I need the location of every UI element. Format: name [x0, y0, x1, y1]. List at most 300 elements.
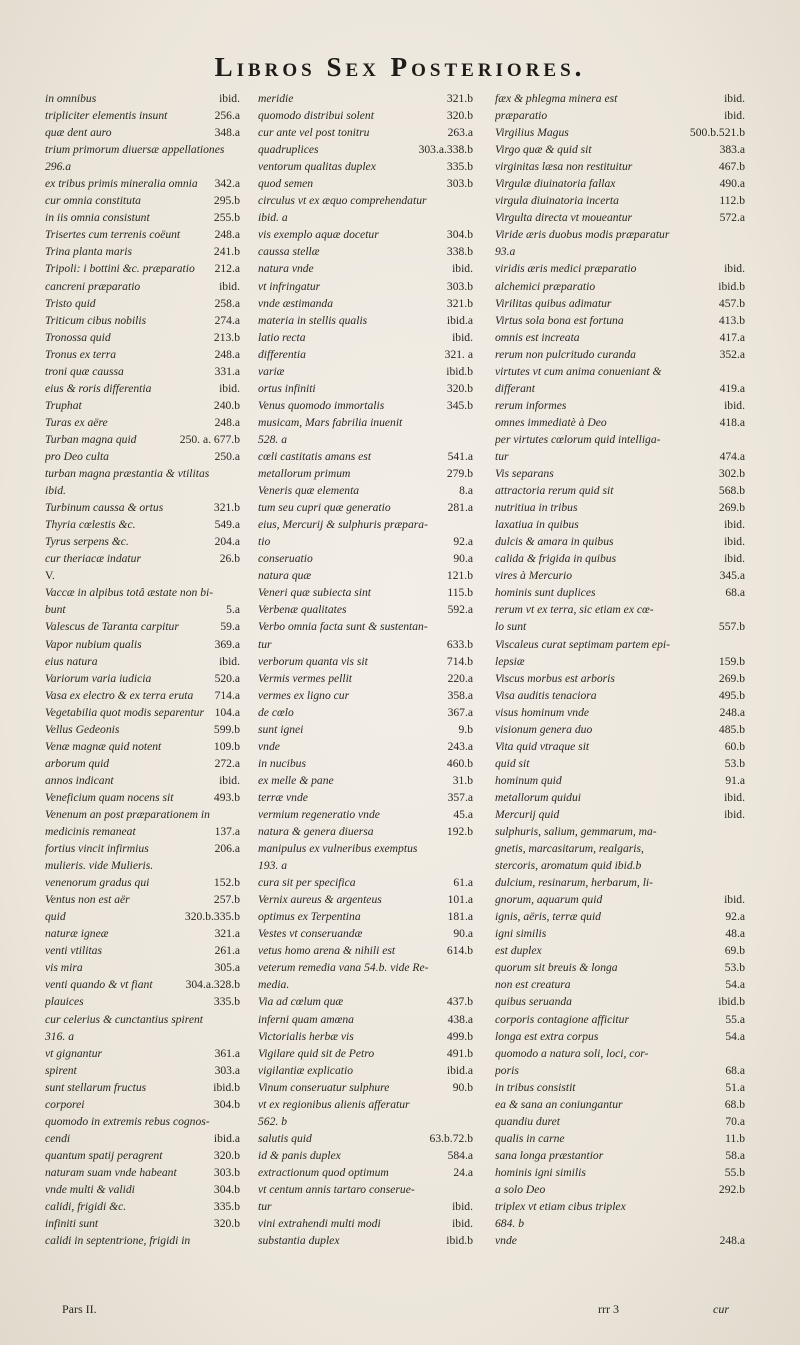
signature-number: rrr 3: [598, 1302, 619, 1316]
index-entry-term: dulcis & amara in quibus: [495, 535, 614, 549]
index-entry-term: Venæ magnæ quid notent: [45, 739, 162, 753]
index-entry-term: sana longa præstantior: [495, 1148, 604, 1162]
index-entry: [258, 329, 473, 346]
index-entry-term: laxatiua in quibus: [495, 518, 579, 532]
index-entry-term: virginitas læsa non restituitur: [495, 160, 633, 174]
index-entry-ref: ibid.: [219, 773, 240, 787]
index-entry-term: sunt stellarum fructus: [45, 1080, 147, 1094]
index-entry: [258, 653, 473, 670]
index-entry: [45, 1062, 240, 1079]
index-entry-term: tur: [258, 637, 272, 651]
index-entry-ref: 258.a: [214, 296, 240, 310]
index-entry-term: fortius vincit infirmius: [45, 842, 149, 856]
index-entry: [45, 636, 240, 653]
index-entry-term: Truphat: [45, 398, 82, 412]
index-entry: [258, 1079, 473, 1096]
index-column-1: [45, 90, 240, 1249]
index-entry-term: circulus vt ex æquo comprehendatur: [258, 194, 427, 208]
index-entry: [45, 124, 240, 141]
index-entry-ref: 250. a. 677.b: [179, 432, 240, 446]
index-entry: [495, 1011, 745, 1028]
index-entry-term: vnde æstimanda: [258, 296, 334, 310]
index-entry: [495, 295, 745, 312]
index-entry-term: 193. a: [258, 859, 287, 873]
index-entry-ref: 255.b: [213, 211, 240, 225]
index-entry-term: virtutes vt cum anima conueniant &: [495, 364, 662, 378]
index-entry-ref: 568.b: [718, 484, 745, 498]
index-entry-term: trium primorum diuersæ appellationes: [45, 143, 225, 157]
index-entry: [495, 260, 745, 277]
index-entry-term: Valescus de Taranta carpitur: [45, 620, 179, 634]
index-entry: [495, 755, 745, 772]
index-entry-term: vini extrahendi multi modi: [258, 1217, 381, 1231]
index-entry-ref: 9.b: [458, 722, 473, 736]
index-entry-ref: 115.b: [447, 586, 473, 600]
index-entry-term: meridie: [258, 92, 294, 105]
index-entry-term: tur: [258, 1200, 272, 1214]
index-entry-ref: ibid.: [219, 381, 240, 395]
index-entry: [258, 448, 473, 465]
index-entry-term: quid sit: [495, 756, 530, 770]
index-entry-term: conseruatio: [258, 552, 313, 566]
index-entry-term: quomodo a natura soli, loci, cor-: [495, 1046, 649, 1060]
index-entry: [45, 158, 240, 175]
index-entry: [258, 772, 473, 789]
index-entry: [45, 976, 240, 993]
index-entry: [45, 1130, 240, 1147]
index-entry: [495, 278, 745, 295]
index-entry: [45, 823, 240, 840]
index-entry: [45, 243, 240, 260]
index-entry-term: rerum informes: [495, 398, 567, 412]
index-entry-term: viridis æris medici præparatio: [495, 262, 637, 276]
index-entry-ref: ibid.: [724, 92, 745, 105]
index-entry-ref: 335.b: [446, 160, 473, 174]
index-entry-term: Veneficium quam nocens sit: [45, 790, 174, 804]
index-entry-ref: 302.b: [718, 467, 745, 481]
index-entry: [45, 857, 240, 874]
index-entry-ref: 493.b: [213, 790, 240, 804]
index-entry-term: Turas ex aëre: [45, 415, 108, 429]
index-entry: [45, 482, 240, 499]
index-entry-ref: 60.b: [724, 739, 745, 753]
index-entry: [45, 175, 240, 192]
index-entry: [258, 124, 473, 141]
index-entry-term: cur ante vel post tonitru: [258, 126, 370, 140]
index-entry-ref: 320.b.335.b: [184, 910, 240, 924]
index-entry-term: vnde multi & validi: [45, 1183, 135, 1196]
index-entry-ref: ibid.: [724, 552, 745, 566]
index-entry-term: calida & frigida in quibus: [495, 552, 617, 566]
index-entry-term: visus hominum vnde: [495, 705, 590, 719]
index-entry-ref: 256.a: [214, 109, 240, 123]
index-entry: [495, 1147, 745, 1164]
index-entry-term: Vita quid vtraque sit: [495, 739, 590, 753]
index-entry-ref: ibid.: [724, 790, 745, 804]
index-entry-term: Triticum cibus nobilis: [45, 313, 147, 327]
index-entry-ref: 413.b: [718, 313, 745, 327]
index-entry-ref: 599.b: [213, 722, 240, 736]
index-entry-term: non est creatura: [495, 978, 571, 992]
index-entry: [495, 414, 745, 431]
index-entry: [258, 908, 473, 925]
index-entry-term: Tronossa quid: [45, 330, 111, 344]
index-entry: [258, 959, 473, 976]
index-entry-term: Ventus non est aër: [45, 893, 130, 907]
index-entry-term: Virtus sola bona est fortuna: [495, 313, 624, 327]
index-entry: [45, 1079, 240, 1096]
index-entry-term: cura sit per specifica: [258, 876, 356, 890]
index-entry-term: naturæ igneæ: [45, 927, 109, 941]
index-entry-term: in nucibus: [258, 756, 306, 770]
index-entry: [258, 90, 473, 107]
index-entry: [495, 363, 745, 380]
index-entry-term: extractionum quod optimum: [258, 1165, 389, 1179]
index-entry-term: turban magna præstantia & vtilitas: [45, 467, 210, 481]
index-entry-ref: ibid.a: [213, 1131, 240, 1145]
index-entry-ref: 345.b: [446, 398, 473, 412]
index-entry: [495, 993, 745, 1010]
index-entry-ref: 109.b: [213, 739, 240, 753]
index-entry: [45, 499, 240, 516]
index-entry-ref: ibid.: [724, 262, 745, 276]
index-entry-ref: 633.b: [446, 637, 473, 651]
index-entry: [45, 1096, 240, 1113]
index-entry: [495, 567, 745, 584]
index-entry: [45, 1045, 240, 1062]
index-entry-term: 528. a: [258, 432, 287, 446]
index-entry-term: Vernix aureus & argenteus: [258, 893, 382, 907]
index-entry-term: Verbo omnia facta sunt & sustentan-: [258, 620, 428, 634]
index-entry: [495, 1232, 745, 1249]
index-entry-term: corporei: [45, 1097, 85, 1111]
index-entry-ref: 51.a: [725, 1080, 745, 1094]
index-entry: [258, 192, 473, 209]
index-entry-term: spirent: [45, 1063, 77, 1077]
index-entry-term: tum seu cupri quæ generatio: [258, 501, 391, 515]
index-entry: [258, 567, 473, 584]
index-entry: [45, 1011, 240, 1028]
index-entry: [495, 346, 745, 363]
index-entry-ref: ibid.b: [446, 364, 473, 378]
index-entry-ref: ibid.: [724, 807, 745, 821]
index-entry-term: Venus quomodo immortalis: [258, 398, 385, 412]
index-entry: [45, 840, 240, 857]
index-entry-ref: 383.a: [719, 143, 745, 157]
index-entry-term: rerum vt ex terra, sic etiam ex cœ-: [495, 603, 654, 617]
index-entry: [45, 278, 240, 295]
index-entry: [45, 550, 240, 567]
index-entry-term: vt ex regionibus alienis afferatur: [258, 1097, 410, 1111]
index-entry: [45, 329, 240, 346]
index-entry-term: annos indicant: [45, 773, 114, 787]
index-entry-ref: 53.b: [724, 961, 745, 975]
index-entry-term: Tyrus serpens &c.: [45, 535, 129, 549]
index-entry-term: attractoria rerum quid sit: [495, 484, 614, 498]
index-entry: [495, 158, 745, 175]
index-entry: [45, 516, 240, 533]
index-entry: [45, 295, 240, 312]
index-entry-ref: 367.a: [447, 705, 473, 719]
index-entry: [258, 1198, 473, 1215]
index-entry-ref: 338.b: [446, 245, 473, 259]
index-entry: [45, 1113, 240, 1130]
index-entry: [45, 755, 240, 772]
index-entry-ref: 24.a: [453, 1165, 473, 1179]
index-entry-term: ea & sana an coniungantur: [495, 1097, 623, 1111]
index-entry-term: Virgo quæ & quid sit: [495, 143, 592, 157]
index-entry: [258, 312, 473, 329]
index-entry: [495, 687, 745, 704]
index-entry-ref: 541.a: [447, 449, 473, 463]
index-entry-ref: 261.a: [214, 944, 240, 958]
index-entry: [258, 1130, 473, 1147]
index-entry: [258, 925, 473, 942]
index-entry-term: de cœlo: [258, 705, 294, 719]
index-entry: [495, 499, 745, 516]
index-entry-term: cur celerius & cunctantius spirent: [45, 1012, 203, 1026]
index-entry: [258, 226, 473, 243]
index-entry-term: hominis igni similis: [495, 1165, 586, 1179]
index-entry-ref: 220.a: [447, 671, 473, 685]
index-entry-ref: 304.b: [446, 228, 473, 242]
index-entry-term: natura quæ: [258, 569, 312, 583]
index-entry-term: Virgilius Magus: [495, 126, 569, 140]
index-entry-ref: 263.a: [447, 126, 473, 140]
index-entry: [495, 90, 745, 107]
index-entry-ref: ibid.b: [718, 279, 745, 293]
index-entry-term: gnetis, marcasitarum, realgaris,: [495, 842, 644, 856]
signature-pars: Pars II.: [62, 1302, 97, 1316]
index-entry: [258, 1164, 473, 1181]
index-entry-term: Visa auditis tenaciora: [495, 688, 597, 702]
index-entry-term: pro Deo culta: [45, 449, 109, 463]
index-entry-term: cancreni præparatio: [45, 279, 141, 293]
index-entry-ref: 549.a: [214, 518, 240, 532]
index-entry: [495, 192, 745, 209]
index-entry-ref: 269.b: [718, 501, 745, 515]
index-entry: [495, 397, 745, 414]
index-entry: [495, 175, 745, 192]
index-entry-term: tur: [495, 449, 509, 463]
index-entry: [45, 1181, 240, 1198]
index-entry-ref: ibid.: [724, 398, 745, 412]
index-entry-term: Vis separans: [495, 467, 554, 481]
index-entry-term: visionum genera duo: [495, 722, 593, 736]
index-entry-ref: 54.a: [725, 978, 745, 992]
index-entry: [495, 141, 745, 158]
index-entry: [45, 993, 240, 1010]
index-entry-term: Vigilare quid sit de Petro: [258, 1046, 375, 1060]
index-entry-term: Vellus Gedeonis: [45, 722, 120, 736]
index-entry-term: per virtutes cœlorum quid intelliga-: [495, 432, 661, 446]
index-entry: [258, 1232, 473, 1249]
index-entry: [258, 1147, 473, 1164]
index-entry-term: 562. b: [258, 1114, 287, 1128]
index-entry-ref: 212.a: [214, 262, 240, 276]
index-entry-term: caussa stellæ: [258, 245, 320, 259]
index-entry: [258, 1181, 473, 1198]
index-entry-ref: 520.a: [214, 671, 240, 685]
index-entry-ref: 112.b: [719, 194, 745, 208]
index-entry: [45, 312, 240, 329]
index-entry-term: calidi, frigidi &c.: [45, 1200, 127, 1214]
index-entry: [45, 107, 240, 124]
index-entry-term: ignis, aëris, terræ quid: [495, 910, 601, 924]
index-entry-ref: 279.b: [446, 467, 473, 481]
index-entry-ref: 495.b: [718, 688, 745, 702]
index-entry: [45, 141, 240, 158]
index-entry: [495, 976, 745, 993]
index-entry-ref: ibid.a: [446, 1063, 473, 1077]
index-entry-term: quadruplices: [258, 143, 319, 157]
index-entry-ref: 68.a: [725, 586, 745, 600]
index-entry-term: veterum remedia vana 54.b. vide Re-: [258, 961, 429, 975]
index-entry-term: bunt: [45, 603, 66, 617]
index-entry-term: differentia: [258, 347, 306, 361]
index-entry: [258, 295, 473, 312]
index-entry: [495, 312, 745, 329]
index-entry-term: quæ dent auro: [45, 126, 112, 140]
index-entry-term: in iis omnia consistunt: [45, 211, 150, 225]
index-entry-term: Victorialis herbæ vis: [258, 1029, 354, 1043]
index-entry-ref: ibid.: [452, 262, 473, 276]
index-entry-ref: 361.a: [214, 1046, 240, 1060]
index-entry-term: rerum non pulcritudo curanda: [495, 347, 636, 361]
index-entry: [258, 891, 473, 908]
index-entry-term: natura vnde: [258, 262, 314, 276]
index-entry-ref: 418.a: [719, 415, 745, 429]
index-entry-ref: 321.b: [446, 296, 473, 310]
index-entry-term: manipulus ex vulneribus exemptus: [258, 842, 418, 856]
index-entry-term: Veneris quæ elementa: [258, 484, 360, 498]
index-entry-term: vermium regeneratio vnde: [258, 807, 380, 821]
index-entry-term: medicinis remaneat: [45, 825, 136, 839]
index-entry-ref: ibid.b: [718, 995, 745, 1009]
index-entry: [258, 516, 473, 533]
index-entry: [45, 380, 240, 397]
index-entry: [495, 636, 745, 653]
index-entry-term: ibid. a: [258, 211, 288, 225]
index-entry-term: vt infringatur: [258, 279, 321, 293]
index-entry: [495, 959, 745, 976]
index-entry-term: tripliciter elementis insunt: [45, 109, 168, 123]
index-entry-term: quid: [45, 910, 66, 924]
index-entry: [45, 448, 240, 465]
index-entry-term: mulieris. vide Mulieris.: [45, 859, 154, 873]
index-entry: [495, 1198, 745, 1215]
index-entry: [495, 124, 745, 141]
index-entry: [495, 857, 745, 874]
index-entry: [45, 260, 240, 277]
index-entry-term: variæ: [258, 364, 285, 378]
index-entry: [495, 584, 745, 601]
index-entry: [258, 857, 473, 874]
index-entry-term: calidi in septentrione, frigidi in: [45, 1234, 191, 1248]
index-entry-ref: 714.b: [446, 654, 473, 668]
index-entry: [495, 550, 745, 567]
index-entry: [495, 1079, 745, 1096]
index-entry-ref: ibid.: [219, 654, 240, 668]
index-entry: [45, 601, 240, 618]
index-entry-ref: ibid.: [452, 1200, 473, 1214]
index-entry-term: quantum spatij peragrent: [45, 1148, 163, 1162]
index-entry-ref: 269.b: [718, 671, 745, 685]
index-entry-ref: 48.a: [725, 927, 745, 941]
index-entry-ref: 281.a: [447, 501, 473, 515]
index-entry-ref: 248.a: [719, 1234, 745, 1248]
index-entry-ref: 490.a: [719, 177, 745, 191]
index-entry: [258, 976, 473, 993]
index-entry-ref: 357.a: [447, 790, 473, 804]
index-entry-term: optimus ex Terpentina: [258, 910, 361, 924]
index-entry-ref: 53.b: [724, 756, 745, 770]
index-entry: [495, 465, 745, 482]
index-entry: [258, 533, 473, 550]
index-entry-ref: 274.a: [214, 313, 240, 327]
index-entry-ref: 54.a: [725, 1029, 745, 1043]
index-entry-ref: 500.b.521.b: [689, 126, 745, 140]
index-entry-ref: 321.a: [214, 927, 240, 941]
index-entry-ref: 58.a: [725, 1148, 745, 1162]
index-entry-ref: 68.a: [725, 1063, 745, 1077]
index-entry-ref: 250.a: [214, 449, 240, 463]
index-entry-ref: 26.b: [219, 552, 240, 566]
index-entry-term: hominum quid: [495, 773, 562, 787]
index-entry-ref: 485.b: [718, 722, 745, 736]
index-entry-term: Viscus morbus est arboris: [495, 671, 615, 685]
index-entry-term: vis mira: [45, 961, 83, 975]
index-entry: [258, 431, 473, 448]
index-entry-ref: 31.b: [452, 773, 473, 787]
index-entry-ref: 8.a: [459, 484, 473, 498]
index-entry-term: arborum quid: [45, 756, 110, 770]
index-entry-term: Veneri quæ subiecta sint: [258, 586, 372, 600]
index-entry: [495, 533, 745, 550]
index-entry-term: stercoris, aromatum quid ibid.b: [495, 859, 642, 873]
index-entry-ref: ibid.: [724, 893, 745, 907]
index-entry-ref: 303.a: [214, 1063, 240, 1077]
index-entry-ref: 467.b: [718, 160, 745, 174]
index-entry-ref: ibid.a: [446, 313, 473, 327]
index-entry-term: nutritiua in tribus: [495, 501, 578, 515]
index-entry: [258, 107, 473, 124]
index-entry-term: venenorum gradus qui: [45, 876, 150, 890]
index-entry: [258, 755, 473, 772]
index-entry-ref: 320.b: [446, 109, 473, 123]
index-entry-term: 684. b: [495, 1217, 524, 1231]
index-entry-term: Vaccæ in alpibus totâ æstate non bi-: [45, 586, 214, 600]
index-entry: [258, 1045, 473, 1062]
index-entry-term: gnorum, aquarum quid: [495, 893, 603, 907]
index-entry-ref: 592.a: [447, 603, 473, 617]
index-entry: [258, 806, 473, 823]
index-entry-term: vt gignantur: [45, 1046, 103, 1060]
index-entry-term: Turban magna quid: [45, 432, 137, 446]
index-entry: [495, 1181, 745, 1198]
index-entry: [258, 1062, 473, 1079]
index-entry-term: plauices: [45, 995, 84, 1009]
index-entry: [258, 175, 473, 192]
index-entry-term: infiniti sunt: [45, 1217, 99, 1231]
index-entry: [45, 1028, 240, 1045]
index-entry: [45, 1198, 240, 1215]
index-entry-term: Venenum an post præparationem in: [45, 807, 210, 821]
index-entry-ref: ibid.: [724, 518, 745, 532]
index-entry-ref: 438.a: [447, 1012, 473, 1026]
index-entry: [495, 670, 745, 687]
index-entry: [258, 738, 473, 755]
